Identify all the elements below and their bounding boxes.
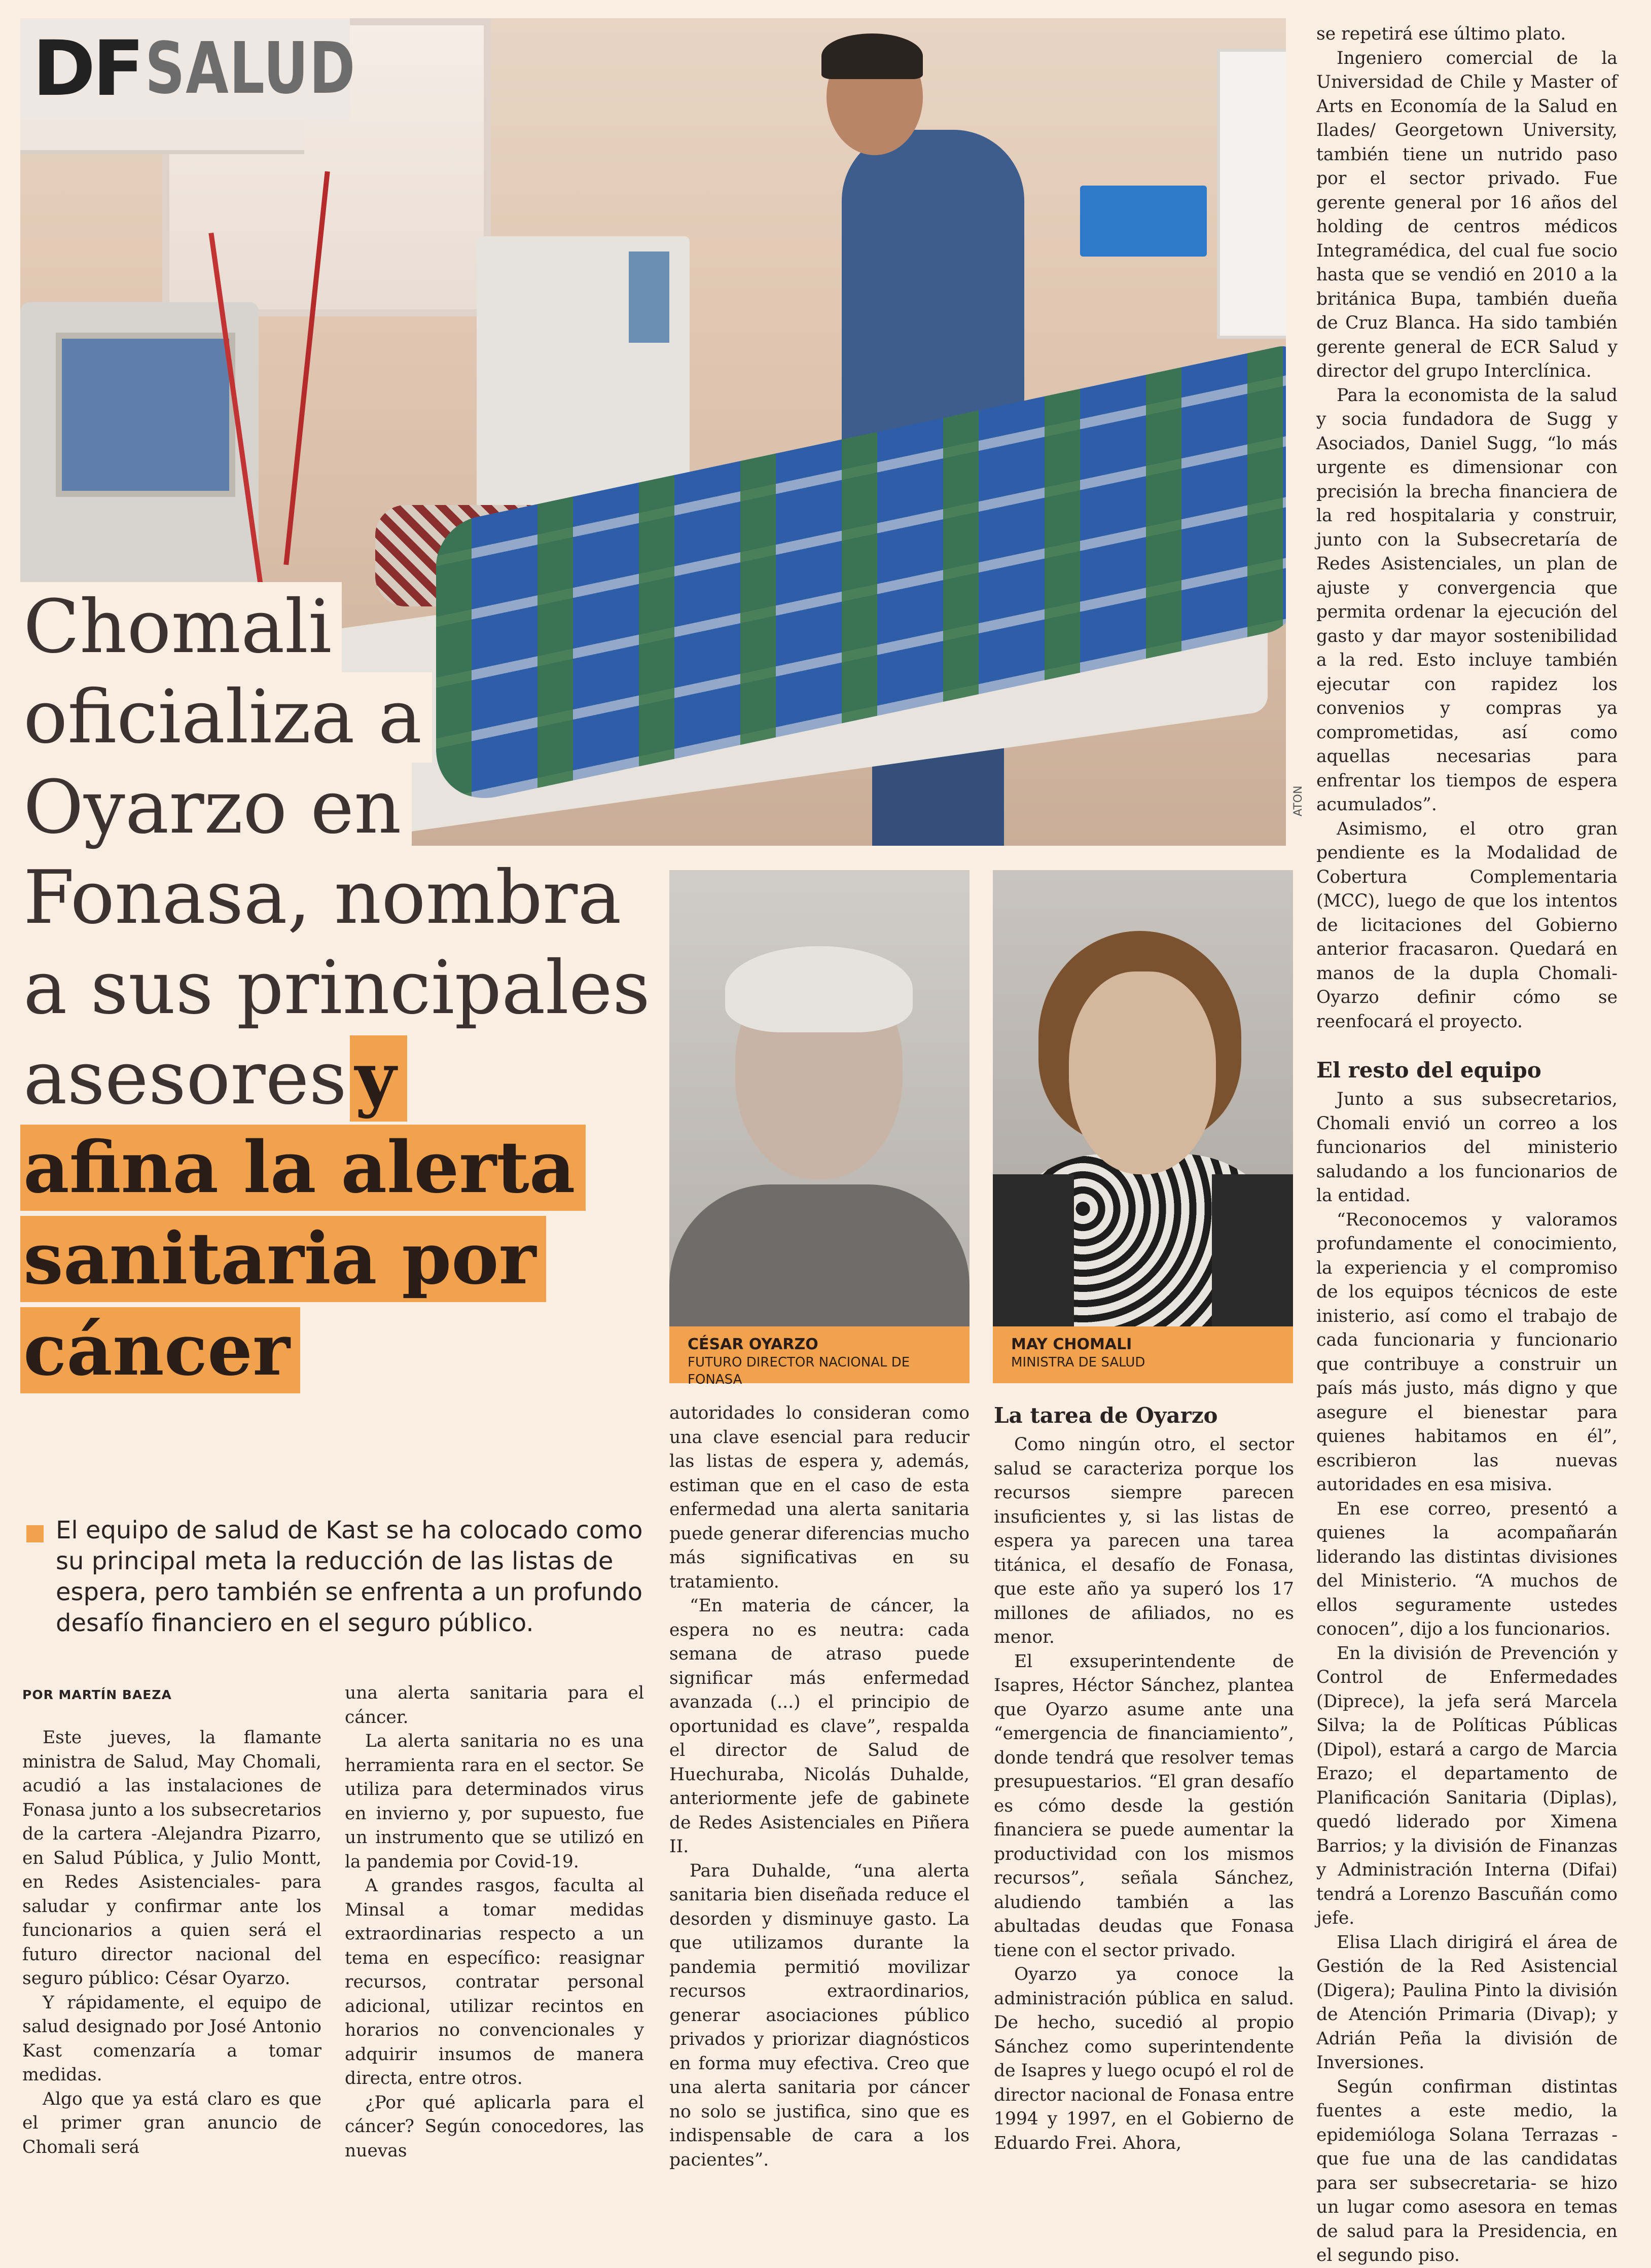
body-paragraph: El exsuperintendente de Isapres, Héctor Sánchez, plantea que Oyarzo asume ante una “emergencia de financiamiento”, donde tendrá que resolver temas presupuestarios. “El gran desafío es cómo desde la gestión financiera se puede aumentar la productividad con los mismos recursos”, señala Sánchez, aludiendo también a las abultadas deudas que Fonasa tiene con el sector privado. (994, 1651, 1294, 1961)
hair (725, 946, 913, 1032)
section-name: SALUD (145, 27, 356, 110)
portrait-caption (669, 1326, 970, 1387)
caption-role: FUTURO DIRECTOR NACIONAL DE FONASA (688, 1355, 910, 1387)
body-paragraph: se repetirá ese último plato. (1316, 24, 1566, 44)
headline-line: Oyarzo en (20, 763, 412, 853)
body-paragraph: Para Duhalde, “una alerta sanitaria bien diseñada reduce el desorden y disminuye gasto. La que utilizamos durante la pandemia permitió movilizar recursos extraordinarios, generar asociaciones público privados y priorizar diagnósticos en forma muy efectiva. Creo que una alerta sanitaria por cáncer no solo se justifica, sino que es indispensable de cara a los pacientes”. (669, 1860, 970, 2170)
machine-screen (56, 333, 235, 497)
body-paragraph: Elisa Llach dirigirá el área de Gestión de la Red Asistencial (Digera); Paulina Pinto la división de Atención Primaria (Divap); y Adrián Peña la división de Inversiones. (1316, 1932, 1618, 2073)
brand-logo: DF (32, 25, 141, 113)
body-paragraph: La alerta sanitaria no es una herramienta rara en el sector. Se utiliza para determinados virus en invierno y, por supuesto, fue un instrumento que se utilizó en la pandemia por Covid-19. (345, 1731, 644, 1872)
photo-credit: ATON (1292, 785, 1305, 816)
body-paragraph: una alerta sanitaria para el cáncer. (345, 1683, 644, 1727)
lead-paragraph: El equipo de salud de Kast se ha colocado como su principal meta la reducción de las listas de espera, pero también se enfrenta a un profundo desafío financiero en el seguro público. (56, 1516, 643, 1637)
wall-poster (1217, 49, 1286, 339)
body-column-5 (1316, 22, 1618, 2268)
headline-highlight-word: y (350, 1035, 407, 1122)
body-paragraph: Ingeniero comercial de la Universidad de Chile y Master of Arts en Economía de la Salud en Ilades/ Georgetown University, también tiene un nutrido paso por el sector privado. Fue gerente general por 16 años del holding de centros médicos Integramédica, del cual fue socio hasta que se vendió en 2010 a la británica Bupa, también dueña de Cruz Blanca. Ha sido también gerente general de ECR Salud y director del grupo Interclínica. (1316, 48, 1618, 381)
jacket (993, 1174, 1074, 1326)
body-paragraph: En la división de Prevención y Control de Enfermedades (Diprece), la jefa será Marcela Silva; la de Políticas Públicas (Dipol), estará a cargo de Marcia Erazo; el departamento de Planificación Sanitaria (Diplas), quedó liderado por Ximena Barrios; y la división de Finanzas y Administración Interna (Difai) tendrá a Lorenzo Bascuñán como jefe. (1316, 1643, 1618, 1928)
portrait-may-chomali (993, 870, 1293, 1326)
portrait-caption (993, 1326, 1293, 1383)
body-paragraph: Para la economista de la salud y socia fundadora de Sugg y Asociados, Daniel Sugg, “lo más urgente es dimensionar con precisión la brecha financiera de la red hospitalaria y construir, junto con la Subsecretaría de Redes Asistenciales, un plan de ajuste y convergencia que permita ordenar la ejecución del gasto y dar mayor sostenibilidad a la red. Esto incluye también ejecutar con rapidez los convenios y compras ya comprometidas, así como aquellas necesarias para enfrentar los tiempos de espera acumulados”. (1316, 385, 1618, 815)
body-paragraph: ¿Por qué aplicarla para el cáncer? Según conocedores, las nuevas (345, 2092, 644, 2161)
body-paragraph: Como ningún otro, el sector salud se caracteriza porque los recursos siempre parecen insuficientes y, si las listas de espera ya parecen una tarea titánica, el desafío de Fonasa, que este año ya superó los 17 millones de afiliados, no es menor. (994, 1434, 1294, 1647)
headline-highlight-line: sanitaria por (20, 1216, 546, 1302)
headline-line: Chomali (20, 582, 342, 672)
shirt (669, 1184, 970, 1326)
subheading: La tarea de Oyarzo (994, 1403, 1218, 1428)
headline-line: a sus principales (20, 943, 660, 1033)
body-paragraph: En ese correo, presentó a quienes la acompañarán liderando las distintas divisiones del Ministerio. “A muchos de ellos seguramente ustedes conocen”, dijo a los funcionarios. (1316, 1498, 1618, 1639)
hand-wash-sign (1080, 186, 1207, 257)
body-paragraph: Oyarzo ya conoce la administración pública en salud. De hecho, sucedió al propio Sánchez como superintendente de Isapres y luego ocupó el rol de director nacional de Fonasa entre 1994 y 1997, en el Gobierno de Eduardo Frei. Ahora, (994, 1964, 1294, 2153)
caption-role: MINISTRA DE SALUD (1011, 1355, 1145, 1370)
caption-name: CÉSAR OYARZO (688, 1336, 818, 1353)
body-paragraph: Algo que ya está claro es que el primer gran anuncio de Chomali será (22, 2089, 321, 2157)
body-paragraph: Y rápidamente, el equipo de salud designado por José Antonio Kast comenzaría a tomar medidas. (22, 1992, 321, 2085)
body-paragraph: “Reconocemos y valoramos profundamente el conocimiento, la experiencia y el compromiso de los equipos técnicos de este inisterio, así como el trabajo de cada funcionaria y funcionario que contribuye a construir un país más justo, más digno y que asegure el bienestar para quienes habitamos en él”, escribieron las nuevas autoridades en esa misiva. (1316, 1209, 1618, 1495)
lead-bullet (26, 1525, 44, 1542)
body-column-3 (669, 1401, 970, 2172)
caption-name: MAY CHOMALI (1011, 1336, 1132, 1353)
headline-line: oficializa a (20, 672, 432, 763)
headline-highlight-line: afina la alerta (20, 1125, 586, 1211)
subheading: El resto del equipo (1316, 1058, 1541, 1083)
body-column-4 (994, 1401, 1294, 2155)
body-paragraph: Este jueves, la flamante ministra de Salud, May Chomali, acudió a las instalaciones de Fonasa junto a los subsecretarios de la cartera -Alejandra Pizarro, en Salud Pública, y Julio Montt, en Redes Asistenciales- para saludar y confirmar ante los funcionarios a quien será el futuro director nacional del seguro público: César Oyarzo. (22, 1727, 321, 1989)
jacket (1212, 1174, 1293, 1326)
body-paragraph: Según confirman distintas fuentes a este medio, la epidemióloga Solana Terrazas -que fue una de las candidatas para ser subsecretaria- se hizo un lugar como asesora en temas de salud para la Presidencia, en el segundo piso. (1316, 2076, 1618, 2265)
face (1069, 971, 1216, 1174)
body-paragraph: Asimismo, el otro gran pendiente es la Modalidad de Cobertura Complementaria (MCC), luego de que los intentos de licitaciones del Gobierno anterior fracasaron. Quedará en manos de la dupla Chomali-Oyarzo definir cómo se reenfocará el proyecto. (1316, 818, 1618, 1032)
body-paragraph: A grandes rasgos, faculta al Minsal a tomar medidas extraordinarias respecto a un tema en específico: reasignar recursos, contratar personal adicional, utilizar recintos en horarios no convencionales y adquirir insumos de manera directa, entre otros. (345, 1876, 644, 2089)
nurse-hair (821, 33, 923, 79)
machine-screen (629, 251, 669, 343)
byline: POR MARTÍN BAEZA (22, 1687, 172, 1702)
body-column-2 (345, 1681, 644, 2163)
portrait-cesar-oyarzo (669, 870, 970, 1326)
body-column-1 (22, 1726, 321, 2159)
headline-line: Fonasa, nombra (20, 853, 632, 943)
body-paragraph: “En materia de cáncer, la espera no es neutra: cada semana de atraso puede significar más enfermedad avanzada (...) el principio de oportunidad es clave”, respalda el director de Salud de Huechuraba, Nicolás Duhalde, anteriormente jefe de gabinete de Redes Asistenciales en Piñera II. (669, 1596, 970, 1857)
headline-line: asesores (20, 1033, 357, 1124)
body-paragraph: Junto a sus subsecretarios, Chomali envió un correo a los funcionarios del ministerio saludando a los funcionarios de la entidad. (1316, 1089, 1618, 1206)
headline-highlight-line: cáncer (20, 1307, 300, 1393)
body-paragraph: autoridades lo consideran como una clave esencial para reducir las listas de espera y, además, estiman que en el caso de esta enfermedad una alerta sanitaria puede generar diferencias mucho más significativas en su tratamiento. (669, 1403, 970, 1592)
